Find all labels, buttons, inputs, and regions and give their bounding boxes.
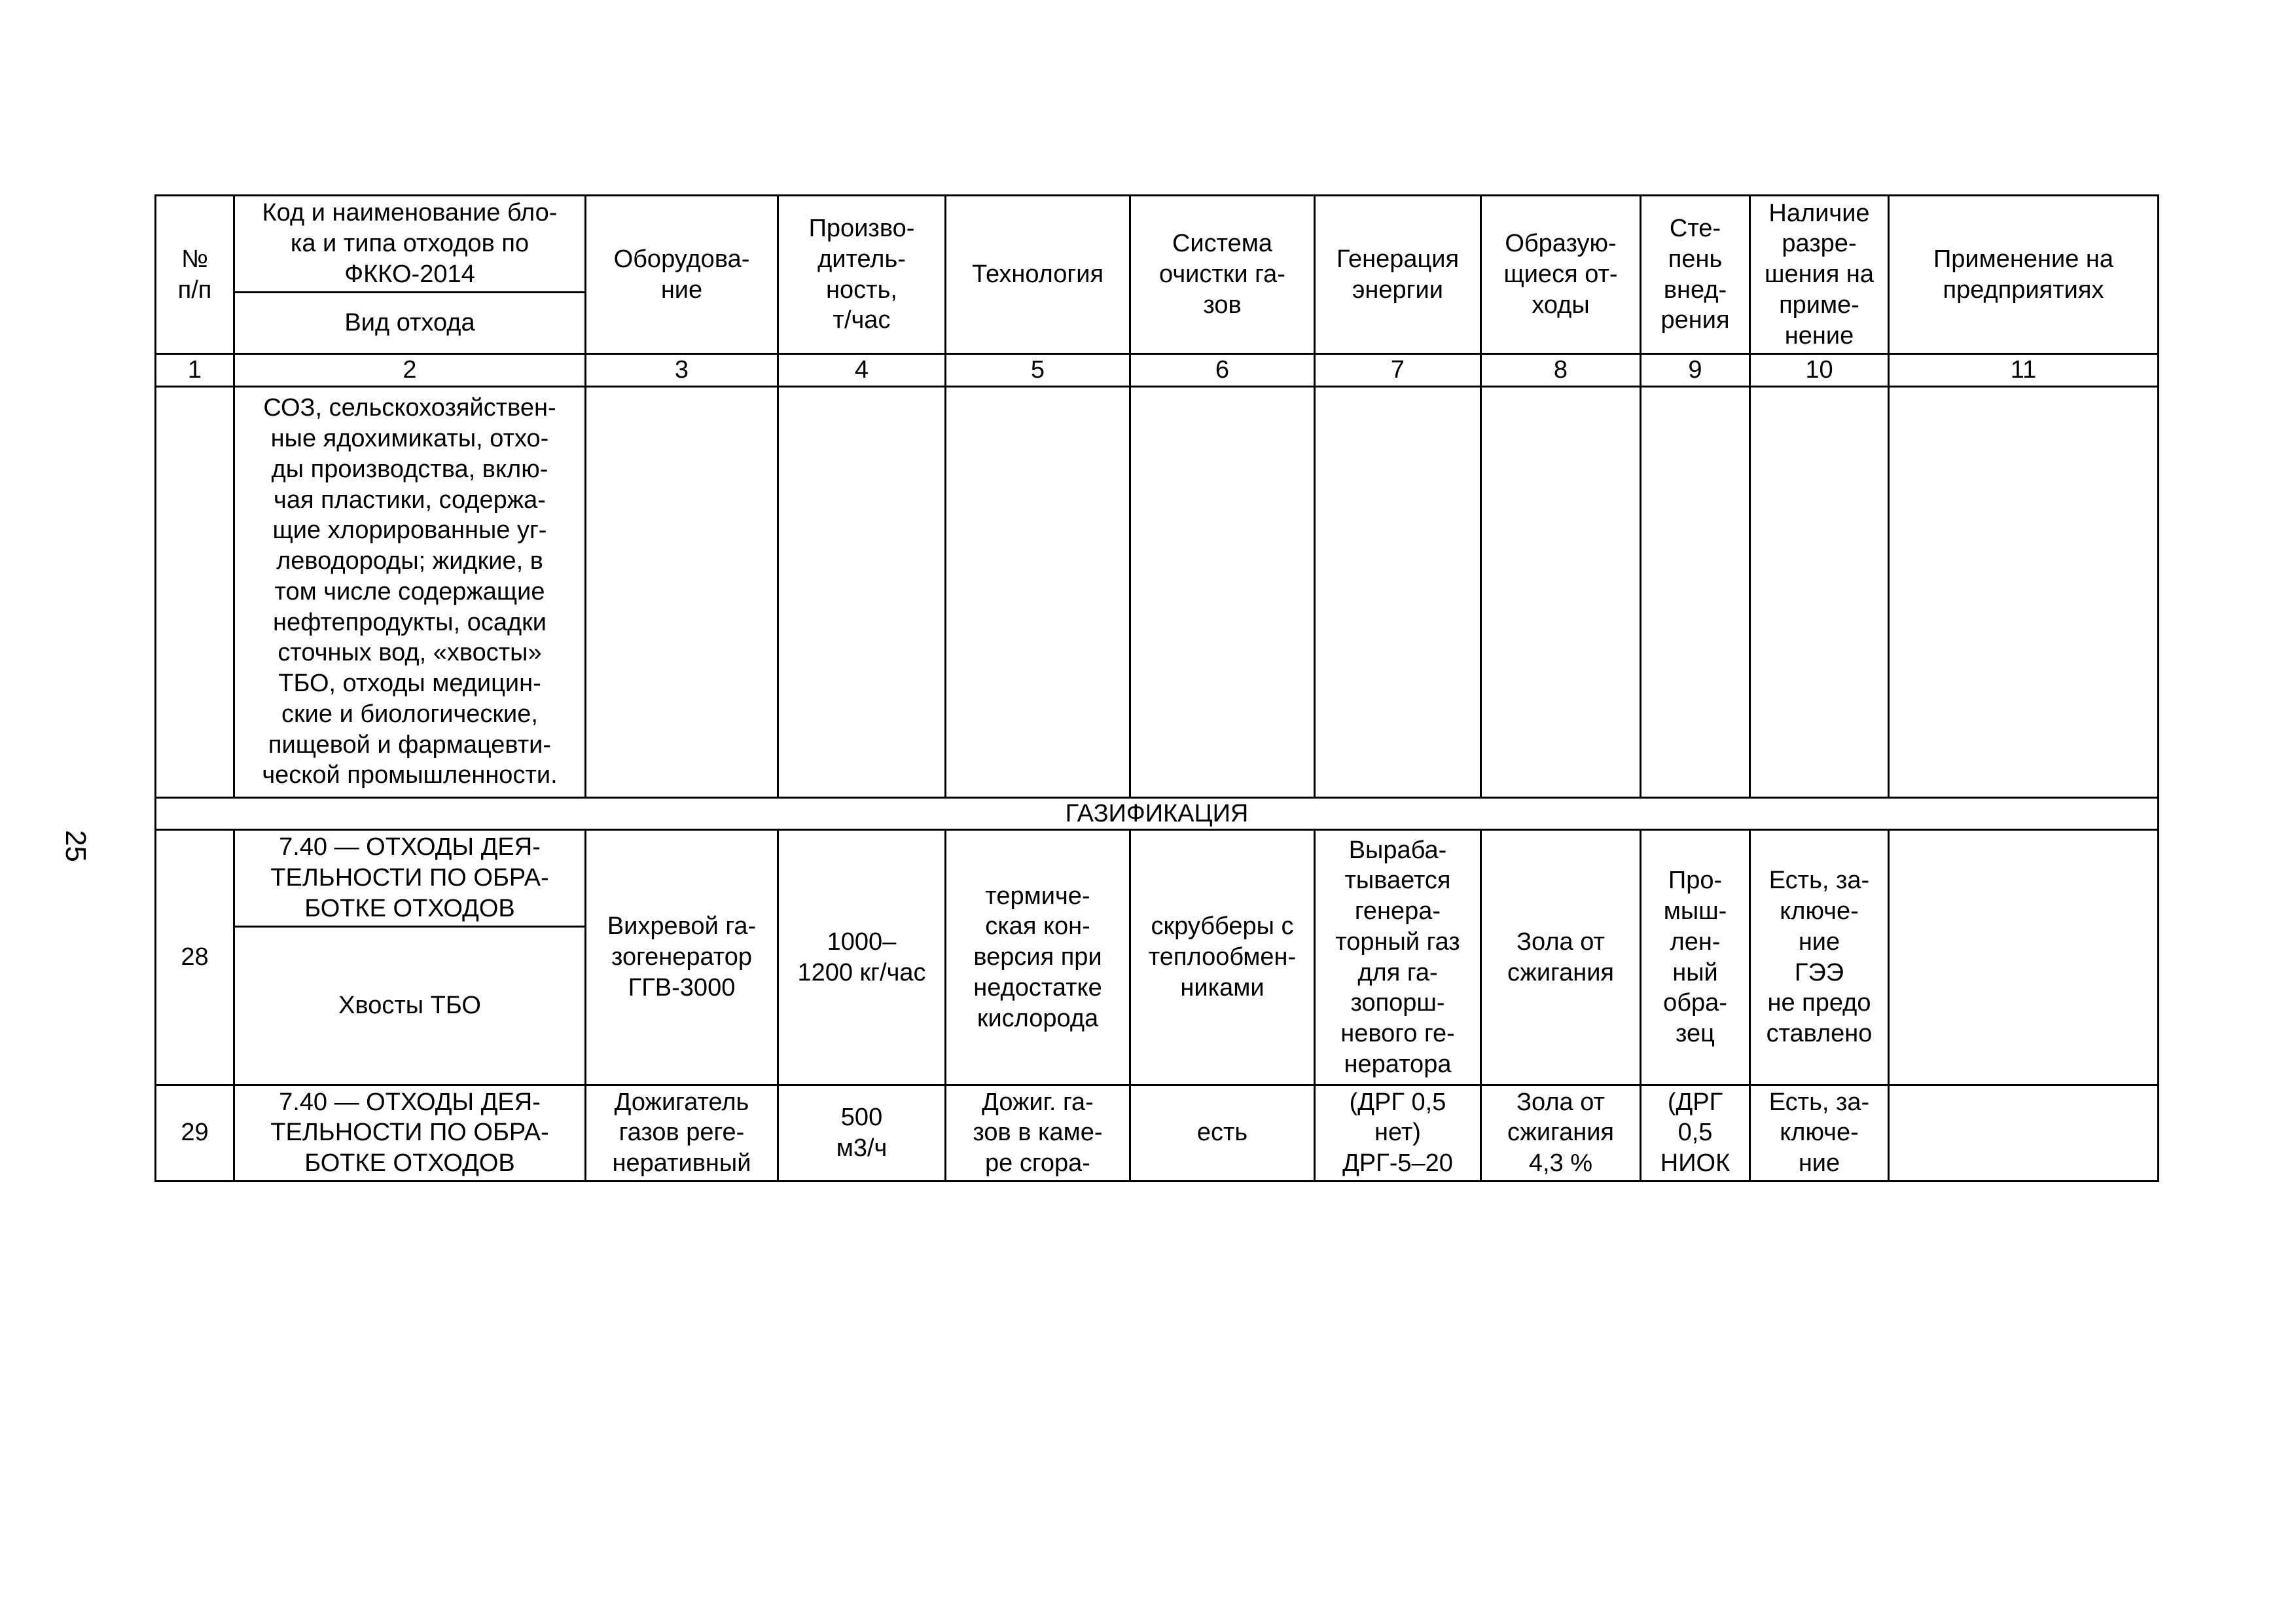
application: [1889, 830, 2159, 1085]
header-capacity: Произво- дитель- ность, т/час: [778, 196, 946, 354]
permit: Есть, за- ключе- ние: [1750, 1085, 1889, 1181]
header-row: [156, 196, 2159, 293]
column-number: 3: [586, 354, 778, 387]
energy: (ДРГ 0,5 нет) ДРГ-5–20: [1315, 1085, 1481, 1181]
header-technology: Технология: [946, 196, 1130, 354]
column-number: 7: [1315, 354, 1481, 387]
cell-empty: [586, 386, 778, 797]
cell-empty: [778, 386, 946, 797]
row-number: 29: [156, 1085, 234, 1181]
column-number: 2: [234, 354, 586, 387]
residues: Зола от сжигания 4,3 %: [1481, 1085, 1641, 1181]
header-permit: Наличие разре- шения на приме- нение: [1750, 196, 1889, 354]
header-waste-type: Вид отхода: [234, 293, 586, 354]
header-application: Применение на предприятиях: [1889, 196, 2159, 354]
page-number: 25: [60, 830, 92, 862]
maturity: Про- мыш- лен- ный обра- зец: [1641, 830, 1750, 1085]
column-number-row: [156, 354, 2159, 387]
cell-empty: [1315, 386, 1481, 797]
residues: Зола от сжигания: [1481, 830, 1641, 1085]
cell-empty: [1481, 386, 1641, 797]
technology: Дожиг. га- зов в каме- ре сгора-: [946, 1085, 1130, 1181]
energy: Выраба- тывается генера- торный газ для га- зопорш- невого ге- нератора: [1315, 830, 1481, 1085]
equipment: Вихревой га- зогенератор ГГВ-3000: [586, 830, 778, 1085]
cell-empty: [946, 386, 1130, 797]
header-code-name: Код и наименование бло- ка и типа отходов по ФККО-2014: [234, 196, 586, 293]
capacity: 500 м3/ч: [778, 1085, 946, 1181]
capacity: 1000– 1200 кг/час: [778, 830, 946, 1085]
waste-code: 7.40 — ОТХОДЫ ДЕЯ- ТЕЛЬНОСТИ ПО ОБРА- БОТКЕ ОТХОДОВ: [234, 830, 586, 926]
technology: термиче- ская кон- версия при недостатке кислорода: [946, 830, 1130, 1085]
maturity: (ДРГ 0,5 НИОК: [1641, 1085, 1750, 1181]
cell-empty: [156, 386, 234, 797]
cell-empty: [1889, 386, 2159, 797]
permit: Есть, за- ключе- ние ГЭЭ не предо ставлено: [1750, 830, 1889, 1085]
header-equipment: Оборудова- ние: [586, 196, 778, 354]
continuation-row: [156, 386, 2159, 797]
section-title: ГАЗИФИКАЦИЯ: [156, 797, 2159, 830]
cell-empty: [1750, 386, 1889, 797]
column-number: 11: [1889, 354, 2159, 387]
continuation-text: СОЗ, сельскохозяйствен- ные ядохимикаты, отхо- ды производства, вклю- чая пластики, содержа- щие хлорированные уг- леводороды; жидкие, в том числе содержащие нефтепродукты, осадки сточных вод, «хвосты» ТБО, отходы медицин- ские и биологические, пищевой и фармацевти- ческой промышленности.: [234, 386, 586, 797]
section-row: [156, 797, 2159, 830]
column-number: 10: [1750, 354, 1889, 387]
equipment: Дожигатель газов реге- неративный: [586, 1085, 778, 1181]
column-number: 4: [778, 354, 946, 387]
header-maturity: Сте- пень внед- рения: [1641, 196, 1750, 354]
table-row: [156, 1085, 2159, 1181]
cell-empty: [1130, 386, 1315, 797]
waste-code: 7.40 — ОТХОДЫ ДЕЯ- ТЕЛЬНОСТИ ПО ОБРА- БОТКЕ ОТХОДОВ: [234, 1085, 586, 1181]
table-row: [156, 830, 2159, 926]
waste-type: Хвосты ТБО: [234, 926, 586, 1085]
row-number: 28: [156, 830, 234, 1085]
column-number: 9: [1641, 354, 1750, 387]
gas-cleaning: есть: [1130, 1085, 1315, 1181]
gas-cleaning: скрубберы с теплообмен- никами: [1130, 830, 1315, 1085]
column-number: 6: [1130, 354, 1315, 387]
header-energy: Генерация энергии: [1315, 196, 1481, 354]
header-residues: Образую- щиеся от- ходы: [1481, 196, 1641, 354]
waste-technology-table: [154, 194, 2159, 1182]
column-number: 5: [946, 354, 1130, 387]
application: [1889, 1085, 2159, 1181]
header-gas-cleaning: Система очистки га- зов: [1130, 196, 1315, 354]
column-number: 1: [156, 354, 234, 387]
cell-empty: [1641, 386, 1750, 797]
column-number: 8: [1481, 354, 1641, 387]
header-num: № п/п: [156, 196, 234, 354]
